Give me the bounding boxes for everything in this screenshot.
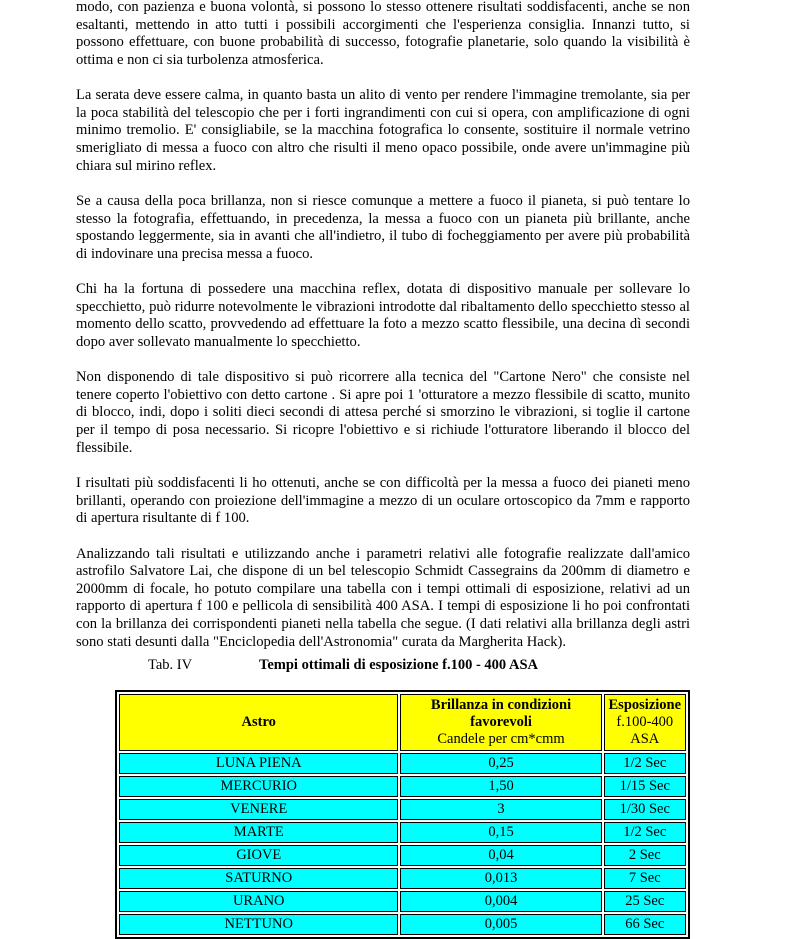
cell-astro: NETTUNO — [119, 914, 398, 935]
cell-brillanza: 0,004 — [400, 891, 601, 912]
cell-astro: SATURNO — [119, 868, 398, 889]
cell-brillanza: 0,013 — [400, 868, 601, 889]
paragraph: Se a causa della poca brillanza, non si riesce comunque a mettere a fuoco il pianeta, si può tentare lo stesso la fotografia, effettuando, in precedenza, la messa a fuoco con un pianeta più brillante, anche spostando leggermente, sia in avanti che all'indietro, il tubo di focheggiamento per avere più probabilità di indovinare una precisa messa a fuoco. — [76, 192, 690, 262]
header-esposizione-sub: f.100-400 ASA — [616, 714, 674, 747]
header-brillanza-unit: Candele per cm*cmm — [437, 731, 565, 747]
cell-esposizione: 2 Sec — [604, 845, 686, 866]
header-esposizione-title: Esposizione — [608, 697, 682, 713]
header-astro: Astro — [119, 694, 398, 751]
cell-brillanza: 0,04 — [400, 845, 601, 866]
cell-brillanza: 0,15 — [400, 822, 601, 843]
paragraph: modo, con pazienza e buona volontà, si possono lo stesso ottenere risultati soddisfacenti, anche se non esaltanti, mettendo in atto tutti i possibili accorgimenti che l'esperienza consiglia. Innanzi tutto, si possono effettuare, con buone probabilità di successo, fotografie planetarie, solo quando la visibilità è ottima e non ci sia turbolenza atmosferica. — [76, 0, 690, 68]
table-title: Tempi ottimali di esposizione f.100 - 400 ASA — [259, 657, 539, 673]
cell-esposizione: 1/2 Sec — [604, 822, 686, 843]
cell-astro: LUNA PIENA — [119, 753, 398, 774]
table-row — [119, 822, 686, 843]
table-row — [119, 914, 686, 935]
paragraph: Analizzando tali risultati e utilizzando anche i parametri relativi alle fotografie realizzate dall'amico astrofilo Salvatore Lai, che dispone di un bel telescopio Schmidt Cassegrains da 200mm di diametro e 2000mm di focale, ho potuto compilare una tabella con i tempi ottimali di esposizione, relativi ad un rapporto di apertura f 100 e pellicola di sensibilità 400 ASA. I tempi di esposizione li ho poi confrontati con la brillanza dei corrispondenti pianeti nella tabella che segue. (I dati relativi alla brillanza degli astri sono stati desunti dalla "Enciclopedia dell'Astronomia" curata da Margherita Hack). — [76, 545, 690, 650]
cell-astro: MERCURIO — [119, 776, 398, 797]
cell-astro: MARTE — [119, 822, 398, 843]
cell-esposizione: 1/2 Sec — [604, 753, 686, 774]
cell-brillanza: 1,50 — [400, 776, 601, 797]
cell-brillanza: 0,25 — [400, 753, 601, 774]
cell-brillanza: 3 — [400, 799, 601, 820]
cell-astro: GIOVE — [119, 845, 398, 866]
table-row — [119, 891, 686, 912]
table-row — [119, 753, 686, 774]
paragraph: La serata deve essere calma, in quanto basta un alito di vento per rendere l'immagine tremolante, sia per la poca stabilità del telescopio che per i forti ingrandimenti con cui si opera, con amplificazione di ogni minimo tremolio. E' consigliabile, se la macchina fotografica lo consente, sostituire il normale vetrino smerigliato di messa a fuoco con altro che risulti il meno opaco possibile, onde avere un'immagine più chiara sul mirino reflex. — [76, 87, 690, 174]
paragraph: Non disponendo di tale dispositivo si può ricorrere alla tecnica del "Cartone Nero" che consiste nel tenere coperto l'obiettivo con detto cartone . Si apre poi 1 'otturatore a mezzo flessibile di scatto, munito di blocco, indi, dopo i soliti dieci secondi di attesa perché si smorzino le vibrazioni, si toglie il cartone per il tempo di posa necessario. Si ricopre l'obiettivo e si richiude l'otturatore liberando il blocco del flessibile. — [76, 369, 690, 456]
cell-astro: URANO — [119, 891, 398, 912]
exposure-table — [115, 690, 690, 939]
cell-esposizione: 25 Sec — [604, 891, 686, 912]
table-caption: Tab. IV — [148, 657, 193, 673]
cell-astro: VENERE — [119, 799, 398, 820]
table-row — [119, 799, 686, 820]
document-body — [76, 0, 690, 669]
header-brillanza-title: Brillanza in condizioni favorevoli — [430, 697, 572, 730]
cell-brillanza: 0,005 — [400, 914, 601, 935]
cell-esposizione: 1/15 Sec — [604, 776, 686, 797]
paragraph: I risultati più soddisfacenti li ho ottenuti, anche se con difficoltà per la messa a fuoco dei pianeti meno brillanti, operando con proiezione dell'immagine a mezzo di un oculare ortoscopico da 7mm e rapporto di apertura risultante di f 100. — [76, 475, 690, 527]
paragraph: Chi ha la fortuna di possedere una macchina reflex, dotata di dispositivo manuale per sollevare lo specchietto, può ridurre notevolmente le vibrazioni introdotte dal ribaltamento dello specchietto stesso al momento dello scatto, provvedendo ad effettuare la foto a mezzo scatto flessibile, una decina dì secondi dopo aver sollevato manualmente lo specchietto. — [76, 281, 690, 350]
table-row — [119, 776, 686, 797]
table-header-row — [119, 694, 686, 751]
cell-esposizione: 1/30 Sec — [604, 799, 686, 820]
cell-esposizione: 66 Sec — [604, 914, 686, 935]
table-row — [119, 868, 686, 889]
cell-esposizione: 7 Sec — [604, 868, 686, 889]
header-esposizione — [604, 694, 686, 751]
header-brillanza — [400, 694, 601, 751]
table-row — [119, 845, 686, 866]
